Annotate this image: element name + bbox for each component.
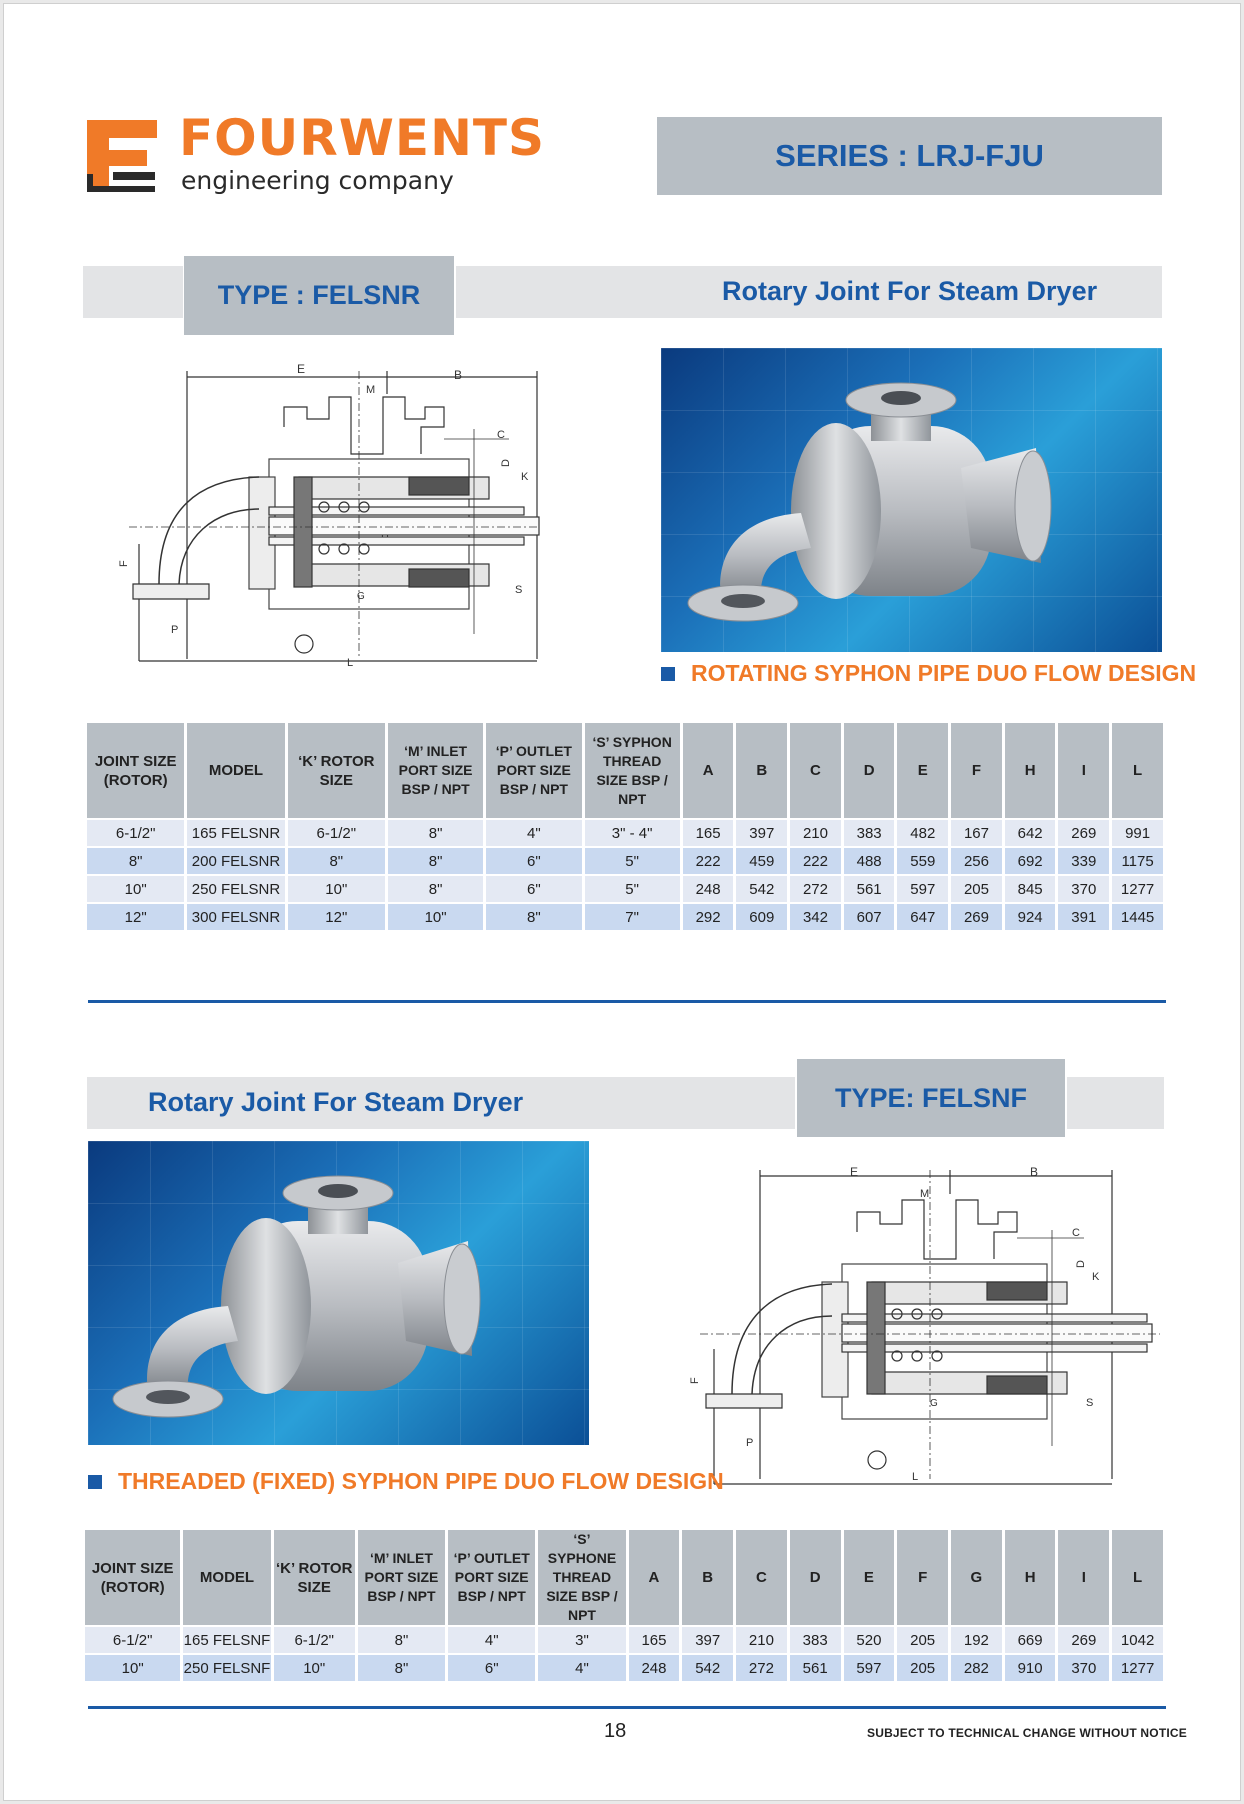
- footer-rule: [88, 1706, 1166, 1709]
- table-cell: 669: [1005, 1627, 1056, 1653]
- table-cell: 8": [388, 820, 483, 846]
- drawing1-label-f: F: [118, 560, 130, 567]
- table-cell: 5": [585, 876, 680, 902]
- drawing1-label-k: K: [521, 471, 529, 483]
- fourwents-logo-icon: [83, 116, 161, 196]
- table-cell: 370: [1058, 876, 1109, 902]
- table-cell: 5": [585, 848, 680, 874]
- table-cell: 8": [358, 1655, 445, 1681]
- col-s-syphon-thread: ‘S’ SYPHON THREAD SIZE BSP / NPT: [585, 723, 680, 818]
- col-b: B: [682, 1530, 733, 1625]
- drawing1-label-l: L: [347, 657, 354, 669]
- section1-title: Rotary Joint For Steam Dryer: [722, 276, 1098, 306]
- section2-type-label: TYPE: FELSNF: [797, 1059, 1065, 1137]
- col-m-inlet-port: ‘M’ INLET PORT SIZE BSP / NPT: [358, 1530, 445, 1625]
- table-cell: 8": [388, 876, 483, 902]
- table-cell: 10": [85, 1655, 180, 1681]
- table-cell: 383: [790, 1627, 841, 1653]
- table-cell: 7": [585, 904, 680, 930]
- table-cell: 339: [1058, 848, 1109, 874]
- table-cell: 397: [736, 820, 787, 846]
- section1-band-left: [83, 266, 183, 318]
- table-cell: 210: [790, 820, 841, 846]
- table-row: [87, 820, 1163, 846]
- table-cell: 609: [736, 904, 787, 930]
- table-cell: 1042: [1112, 1627, 1163, 1653]
- table-cell: 482: [897, 820, 948, 846]
- page-number: 18: [604, 1720, 627, 1742]
- table-cell: 292: [683, 904, 734, 930]
- table-row: [85, 1655, 1163, 1681]
- drawing2-label-k: K: [1092, 1271, 1100, 1283]
- section2-design-text: THREADED (FIXED) SYPHON PIPE DUO FLOW DESIGN: [118, 1468, 724, 1494]
- table-cell: 607: [844, 904, 895, 930]
- col-p-outlet-port: ‘P’ OUTLET PORT SIZE BSP / NPT: [448, 1530, 535, 1625]
- section1-spec-table: [84, 721, 1166, 932]
- rotary-joint-render: [88, 1141, 589, 1445]
- section2-table-body: [85, 1627, 1163, 1681]
- col-c: C: [736, 1530, 787, 1625]
- col-m-inlet-port: ‘M’ INLET PORT SIZE BSP / NPT: [388, 723, 483, 818]
- col-joint-size: JOINT SIZE (ROTOR): [85, 1530, 180, 1625]
- table-cell: 561: [790, 1655, 841, 1681]
- table-cell: 692: [1005, 848, 1056, 874]
- table-cell: 222: [790, 848, 841, 874]
- table-cell: 1277: [1112, 1655, 1163, 1681]
- col-l: L: [1112, 1530, 1163, 1625]
- table-cell: 910: [1005, 1655, 1056, 1681]
- section1-table-body: [87, 820, 1163, 930]
- col-model: MODEL: [187, 723, 284, 818]
- table-cell: 559: [897, 848, 948, 874]
- section2-design-caption: [88, 1468, 724, 1495]
- table-cell: 10": [288, 876, 385, 902]
- section1-type-label: TYPE : FELSNR: [184, 256, 454, 335]
- col-k-rotor-size: ‘K’ ROTOR SIZE: [274, 1530, 355, 1625]
- col-p-outlet-port: ‘P’ OUTLET PORT SIZE BSP / NPT: [486, 723, 581, 818]
- table-cell: 1277: [1112, 876, 1163, 902]
- section1-technical-drawing: [119, 359, 549, 669]
- table-cell: 520: [844, 1627, 895, 1653]
- table-cell: 991: [1112, 820, 1163, 846]
- table-cell: 342: [790, 904, 841, 930]
- rotary-joint-render: [661, 348, 1162, 652]
- col-f: F: [951, 723, 1002, 818]
- col-g: G: [951, 1530, 1002, 1625]
- table-cell: 248: [683, 876, 734, 902]
- drawing1-label-d: D: [500, 459, 512, 467]
- table-row: [87, 876, 1163, 902]
- series-title: SERIES : LRJ-FJU: [657, 117, 1162, 195]
- table-cell: 12": [288, 904, 385, 930]
- drawing2-label-f: F: [689, 1377, 701, 1384]
- table-cell: 597: [897, 876, 948, 902]
- section-divider: [88, 1000, 1166, 1003]
- table-cell: 8": [388, 848, 483, 874]
- table-cell: 12": [87, 904, 184, 930]
- col-f: F: [897, 1530, 948, 1625]
- table-cell: 642: [1005, 820, 1056, 846]
- section2-technical-drawing: [689, 1164, 1162, 1489]
- section2-band-right: [1067, 1077, 1164, 1129]
- col-a: A: [629, 1530, 680, 1625]
- bullet-square-icon: [661, 667, 675, 681]
- table-cell: 282: [951, 1655, 1002, 1681]
- table-cell: 167: [951, 820, 1002, 846]
- drawing1-label-b: B: [454, 368, 463, 382]
- drawing2-label-b: B: [1030, 1165, 1039, 1179]
- table-cell: 488: [844, 848, 895, 874]
- table-cell: 8": [358, 1627, 445, 1653]
- drawing2-label-c: C: [1072, 1227, 1080, 1239]
- table-cell: 269: [951, 904, 1002, 930]
- table-cell: 542: [682, 1655, 733, 1681]
- col-i: I: [1058, 1530, 1109, 1625]
- table-cell: 6": [448, 1655, 535, 1681]
- section1-product-photo: [661, 348, 1162, 652]
- table-cell: 3" - 4": [585, 820, 680, 846]
- drawing2-label-e: E: [850, 1165, 859, 1179]
- table-cell: 8": [486, 904, 581, 930]
- table-cell: 845: [1005, 876, 1056, 902]
- col-k-rotor-size: ‘K’ ROTOR SIZE: [288, 723, 385, 818]
- table-cell: 561: [844, 876, 895, 902]
- drawing2-label-g: G: [930, 1398, 938, 1409]
- table-cell: 10": [274, 1655, 355, 1681]
- section2-title: Rotary Joint For Steam Dryer: [148, 1087, 524, 1117]
- footer-notice: SUBJECT TO TECHNICAL CHANGE WITHOUT NOTICE: [867, 1726, 1187, 1740]
- table-cell: 165 FELSNR: [187, 820, 284, 846]
- col-l: L: [1112, 723, 1163, 818]
- drawing2-label-s: S: [1086, 1397, 1094, 1409]
- table-cell: 4": [448, 1627, 535, 1653]
- table-cell: 248: [629, 1655, 680, 1681]
- section2-spec-table: [82, 1528, 1166, 1683]
- col-a: A: [683, 723, 734, 818]
- drawing2-label-p: P: [746, 1437, 754, 1449]
- table-cell: 165: [683, 820, 734, 846]
- table-cell: 1445: [1112, 904, 1163, 930]
- brand-subtitle: engineering company: [181, 166, 454, 195]
- table-cell: 459: [736, 848, 787, 874]
- table-cell: 165: [629, 1627, 680, 1653]
- drawing2-label-d: D: [1075, 1260, 1087, 1268]
- table-cell: 370: [1058, 1655, 1109, 1681]
- table-row: [85, 1627, 1163, 1653]
- drawing1-label-e: E: [297, 362, 306, 376]
- table-cell: 8": [288, 848, 385, 874]
- drawing1-label-s: S: [515, 584, 523, 596]
- bullet-square-icon: [88, 1475, 102, 1489]
- drawing1-label-c: C: [497, 429, 505, 441]
- col-d: D: [790, 1530, 841, 1625]
- col-d: D: [844, 723, 895, 818]
- table-cell: 272: [790, 876, 841, 902]
- col-c: C: [790, 723, 841, 818]
- table-cell: 165 FELSNF: [183, 1627, 270, 1653]
- table-cell: 3": [538, 1627, 625, 1653]
- brand-name: FOURWENTS: [179, 109, 546, 167]
- table-cell: 10": [388, 904, 483, 930]
- col-joint-size: JOINT SIZE (ROTOR): [87, 723, 184, 818]
- table-cell: 6-1/2": [274, 1627, 355, 1653]
- table-cell: 269: [1058, 1627, 1109, 1653]
- col-e: E: [897, 723, 948, 818]
- section2-product-photo: [88, 1141, 589, 1445]
- table-cell: 647: [897, 904, 948, 930]
- table-cell: 300 FELSNR: [187, 904, 284, 930]
- table-cell: 4": [486, 820, 581, 846]
- col-e: E: [844, 1530, 895, 1625]
- table-cell: 205: [897, 1655, 948, 1681]
- table-cell: 542: [736, 876, 787, 902]
- table-cell: 269: [1058, 820, 1109, 846]
- col-i: I: [1058, 723, 1109, 818]
- col-h: H: [1005, 723, 1056, 818]
- table-cell: 250 FELSNR: [187, 876, 284, 902]
- table-cell: 6-1/2": [85, 1627, 180, 1653]
- table-cell: 250 FELSNF: [183, 1655, 270, 1681]
- drawing2-label-l: L: [912, 1471, 919, 1483]
- col-s-syphone-thread: ‘S’ SYPHONE THREAD SIZE BSP / NPT: [538, 1530, 625, 1625]
- table-cell: 272: [736, 1655, 787, 1681]
- section1-design-caption: [661, 660, 1196, 687]
- table-cell: 205: [951, 876, 1002, 902]
- col-h: H: [1005, 1530, 1056, 1625]
- table-cell: 205: [897, 1627, 948, 1653]
- section1-design-text: ROTATING SYPHON PIPE DUO FLOW DESIGN: [691, 660, 1197, 686]
- table-cell: 383: [844, 820, 895, 846]
- table-cell: 397: [682, 1627, 733, 1653]
- table-cell: 6": [486, 848, 581, 874]
- table-cell: 200 FELSNR: [187, 848, 284, 874]
- table-cell: 256: [951, 848, 1002, 874]
- table-row: [87, 904, 1163, 930]
- table-cell: 6-1/2": [288, 820, 385, 846]
- table-row: [87, 848, 1163, 874]
- table-cell: 210: [736, 1627, 787, 1653]
- table-cell: 597: [844, 1655, 895, 1681]
- table-cell: 4": [538, 1655, 625, 1681]
- catalog-page: [3, 3, 1241, 1801]
- table-cell: 391: [1058, 904, 1109, 930]
- drawing1-label-p: P: [171, 624, 179, 636]
- table-cell: 8": [87, 848, 184, 874]
- drawing1-label-m: M: [366, 384, 376, 396]
- col-model: MODEL: [183, 1530, 270, 1625]
- table-cell: 6-1/2": [87, 820, 184, 846]
- table-cell: 222: [683, 848, 734, 874]
- table-cell: 1175: [1112, 848, 1163, 874]
- table-cell: 6": [486, 876, 581, 902]
- col-b: B: [736, 723, 787, 818]
- drawing2-label-m: M: [920, 1188, 930, 1200]
- table-cell: 924: [1005, 904, 1056, 930]
- table-cell: 10": [87, 876, 184, 902]
- drawing1-label-g: G: [357, 591, 365, 602]
- table-cell: 192: [951, 1627, 1002, 1653]
